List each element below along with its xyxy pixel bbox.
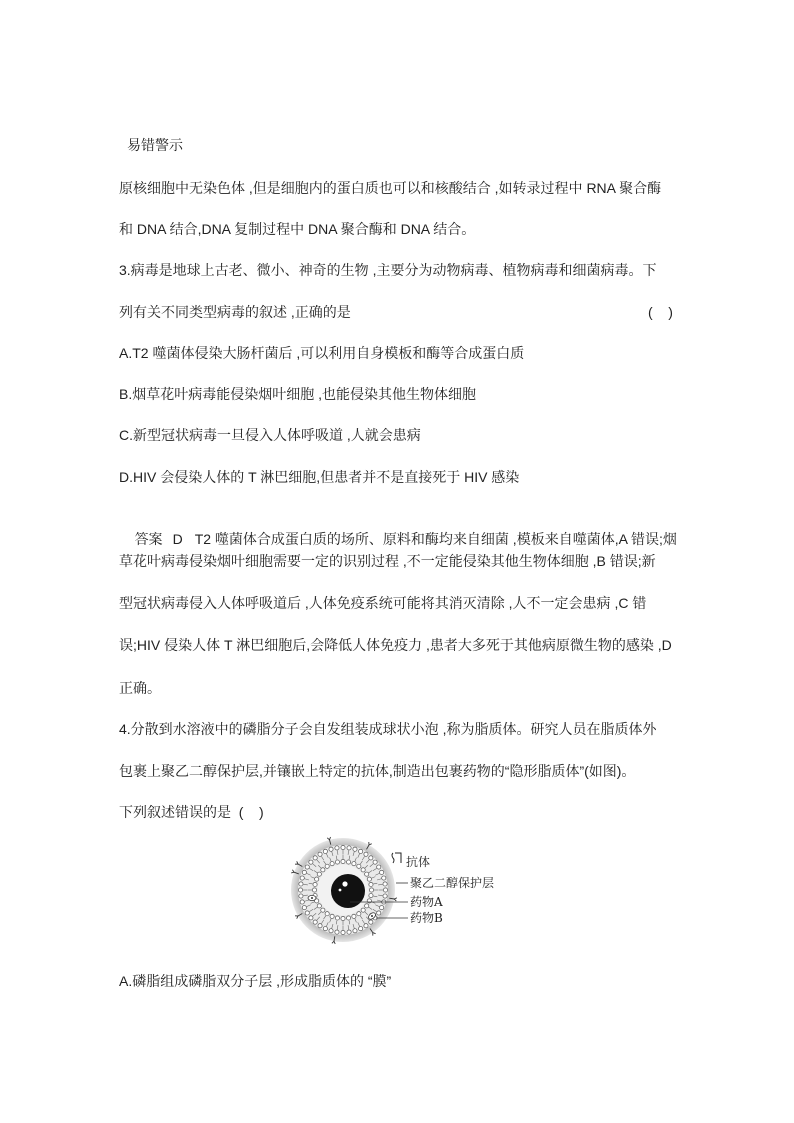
lipid-head — [335, 930, 339, 934]
lipid-head — [318, 852, 322, 856]
lipid-head — [377, 911, 381, 915]
drug-a-highlight — [342, 881, 347, 886]
lipid-head — [361, 868, 365, 872]
lipid-head — [302, 870, 306, 874]
lipid-head — [373, 860, 377, 864]
lipid-head — [365, 872, 369, 876]
label-drug-b: 药物B — [410, 911, 443, 925]
label-antibody: 抗体 — [406, 855, 431, 869]
lipid-head — [315, 877, 319, 881]
lipid-head — [346, 916, 350, 920]
lipid-head — [309, 916, 313, 920]
lipid-head — [318, 924, 322, 928]
lipid-head — [352, 862, 356, 866]
answer-explanation: 误;HIV 侵染人体 T 淋巴细胞后,会降低人体免疫力 ,患者大多死于其他病原微生物的感染 ,D — [119, 637, 672, 653]
lipid-head — [382, 876, 386, 880]
drug-b-dot — [371, 915, 373, 917]
lipid-head — [330, 914, 334, 918]
liposome-figure — [285, 832, 515, 948]
lipid-head — [305, 911, 309, 915]
lipid-head — [357, 912, 361, 916]
lipid-head — [341, 930, 345, 934]
question-3-answer-line — [119, 509, 677, 547]
lipid-head — [323, 927, 327, 931]
lipid-head — [369, 888, 373, 892]
lipid-head — [353, 847, 357, 851]
lipid-head — [347, 846, 351, 850]
question-4-option-a: A.磷脂组成磷脂双分子层 ,形成脂质体的 “膜” — [119, 973, 392, 989]
question-3-option-a: A.T2 噬菌体侵染大肠杆菌后 ,可以利用自身模板和酶等合成蛋白质 — [119, 345, 525, 361]
label-peg-layer: 聚乙二醇保护层 — [410, 876, 495, 890]
lipid-head — [302, 906, 306, 910]
answer-explanation: 草花叶病毒侵染烟叶细胞需要一定的识别过程 ,不一定能侵染其他生物体细胞 ,B 错误;新 — [119, 553, 656, 569]
lipid-head — [341, 845, 345, 849]
lipid-head — [335, 860, 339, 864]
lipid-head — [361, 908, 365, 912]
lipid-head — [369, 920, 373, 924]
lipid-head — [330, 862, 334, 866]
lipid-head — [313, 882, 317, 886]
lipid-head — [346, 860, 350, 864]
question-4-stem: 包裹上聚乙二醇保护层,并镶嵌上特定的抗体,制造出包裹药物的“隐形脂质体”(如图)。 — [119, 763, 636, 779]
lipid-head — [352, 914, 356, 918]
lipid-head — [329, 847, 333, 851]
lipid-head — [309, 860, 313, 864]
lipid-head — [353, 929, 357, 933]
lipid-head — [317, 904, 321, 908]
lipid-head — [300, 876, 304, 880]
lipid-head — [359, 849, 363, 853]
lipid-head — [299, 894, 303, 898]
answer-choice: D — [172, 531, 183, 547]
lipid-head — [369, 882, 373, 886]
question-3-stem: 3.病毒是地球上古老、微小、神奇的生物 ,主要分为动物病毒、植物病毒和细菌病毒。下 — [119, 262, 657, 278]
lipid-head — [341, 916, 345, 920]
question-3-option-b: B.烟草花叶病毒能侵染烟叶细胞 ,也能侵染其他生物体细胞 — [119, 386, 477, 402]
drug-b-dot — [311, 897, 313, 899]
lipid-head — [323, 849, 327, 853]
lipid-head — [341, 859, 345, 863]
lipid-head — [325, 912, 329, 916]
antibody-icon — [392, 853, 401, 863]
drug-a-highlight — [339, 889, 342, 892]
lipid-head — [321, 868, 325, 872]
question-4-stem: 4.分散到水溶液中的磷脂分子会自发组装成球状小泡 ,称为脂质体。研究人员在脂质体外 — [119, 721, 657, 737]
answer-explanation: 型冠状病毒侵入人体呼吸道后 ,人体免疫系统可能将其消灭清除 ,人不一定会患病 ,C 错 — [119, 595, 647, 611]
lipid-head — [367, 877, 371, 881]
lipid-head — [317, 872, 321, 876]
lipid-head — [312, 888, 316, 892]
lipid-head — [335, 846, 339, 850]
lipid-head — [313, 920, 317, 924]
lipid-head — [383, 882, 387, 886]
lipid-head — [321, 908, 325, 912]
lipid-head — [380, 870, 384, 874]
lipid-head — [300, 900, 304, 904]
lipid-head — [383, 888, 387, 892]
label-drug-a: 药物A — [410, 895, 443, 909]
drug-a-sphere — [331, 874, 365, 908]
question-3-option-c: C.新型冠状病毒一旦侵入人体呼吸道 ,人就会患病 — [119, 427, 421, 443]
error-warning-line: 原核细胞中无染色体 ,但是细胞内的蛋白质也可以和核酸结合 ,如转录过程中 RNA 聚合酶 — [119, 180, 662, 196]
answer-label: 答案 — [134, 531, 163, 547]
error-warning-line: 和 DNA 结合,DNA 复制过程中 DNA 聚合酶和 DNA 结合。 — [119, 221, 476, 237]
lipid-head — [347, 930, 351, 934]
lipid-head — [369, 856, 373, 860]
lipid-head — [325, 864, 329, 868]
lipid-head — [329, 929, 333, 933]
lipid-head — [364, 924, 368, 928]
answer-explanation: T2 噬菌体合成蛋白质的场所、原料和酶均来自细菌 ,模板来自噬菌体,A 错误;烟 — [194, 531, 677, 547]
answer-explanation: 正确。 — [119, 680, 161, 696]
lipid-head — [369, 893, 373, 897]
question-3-option-d: D.HIV 会侵染人体的 T 淋巴细胞,但患者并不是直接死于 HIV 感染 — [119, 469, 520, 485]
question-3-answer-bracket: ( ) — [648, 304, 673, 320]
lipid-head — [377, 865, 381, 869]
lipid-head — [298, 888, 302, 892]
lipid-head — [305, 865, 309, 869]
lipid-head — [364, 852, 368, 856]
question-4-stem: 下列叙述错误的是 ( ) — [119, 804, 264, 820]
lipid-head — [335, 916, 339, 920]
drug-b-molecule — [308, 895, 316, 900]
lipid-head — [299, 882, 303, 886]
lipid-head — [380, 906, 384, 910]
lipid-head — [359, 927, 363, 931]
question-3-stem: 列有关不同类型病毒的叙述 ,正确的是 — [119, 304, 351, 320]
lipid-head — [365, 904, 369, 908]
lipid-head — [383, 894, 387, 898]
error-warning-title: 易错警示 — [127, 137, 183, 153]
lipid-head — [357, 864, 361, 868]
lipid-head — [313, 856, 317, 860]
